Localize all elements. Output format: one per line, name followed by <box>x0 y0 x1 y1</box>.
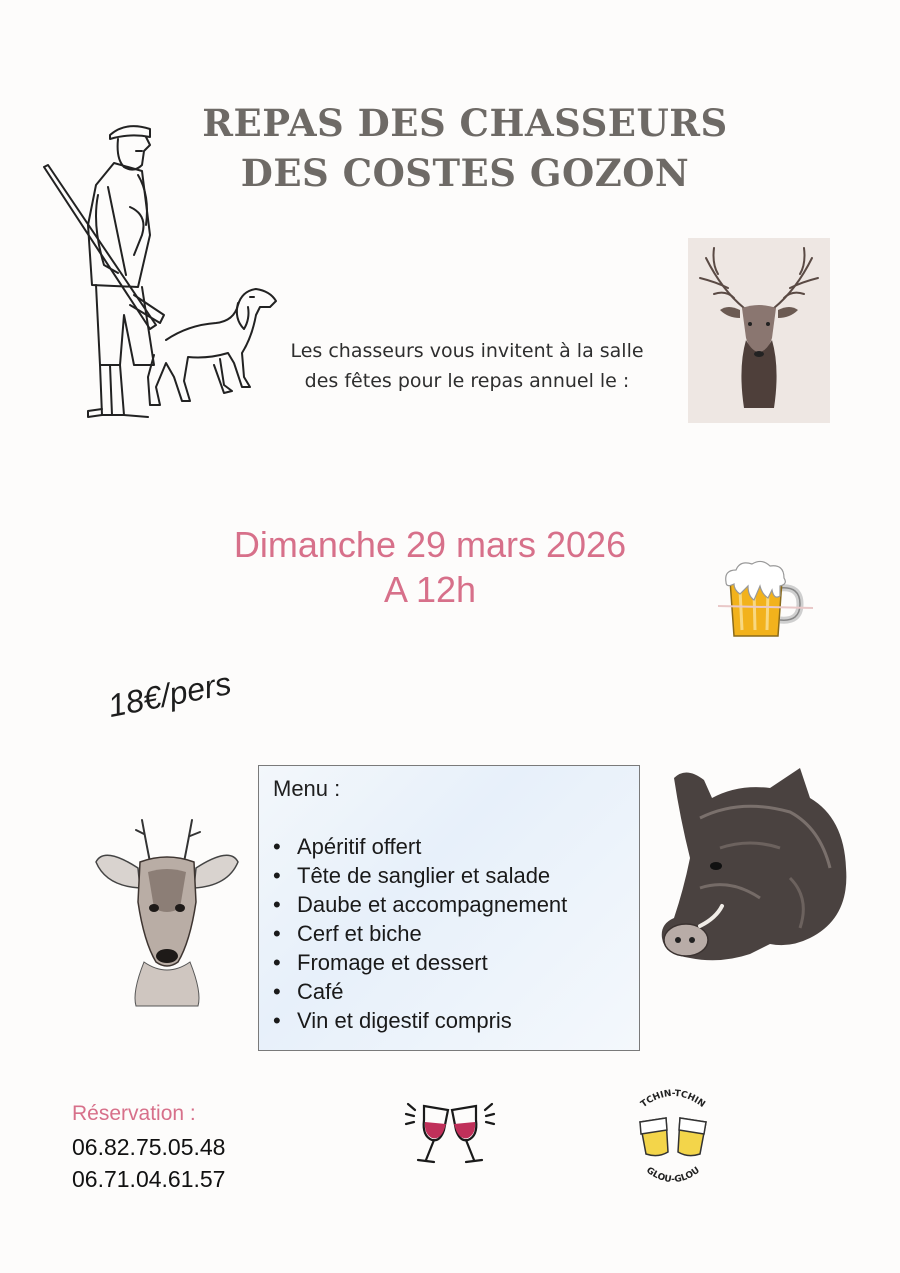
intro-text <box>262 336 672 396</box>
roe-deer-head-illustration <box>92 812 242 1007</box>
reservation-label: Réservation : <box>72 1102 196 1125</box>
cheers-bottom-text: GLOU-GLOU <box>644 1165 702 1186</box>
menu-list <box>273 832 567 1035</box>
menu-item: • Café <box>273 977 567 1006</box>
menu-box <box>258 765 640 1051</box>
price-label: 18€/pers <box>104 664 235 725</box>
event-time: A 12h <box>383 569 477 610</box>
menu-title: Menu : <box>273 776 341 801</box>
cheers-top-text: TCHIN-TCHIN <box>639 1088 707 1110</box>
event-date-block <box>180 522 680 612</box>
title-line-1: REPAS DES CHASSEURS <box>202 101 728 145</box>
hunter-with-dog-illustration <box>38 115 283 425</box>
title-line-2: DES COSTES GOZON <box>240 151 690 195</box>
intro-line-1: Les chasseurs vous invitent à la salle <box>290 340 644 362</box>
intro-line-2: des fêtes pour le repas annuel le : <box>304 370 630 392</box>
cheers-beer-glasses-icon <box>628 1082 718 1194</box>
menu-item: • Tête de sanglier et salade <box>273 861 567 890</box>
menu-item: • Vin et digestif compris <box>273 1006 567 1035</box>
menu-item: • Cerf et biche <box>273 919 567 948</box>
menu-item: • Daube et accompagnement <box>273 890 567 919</box>
wine-glasses-toast-icon <box>402 1100 498 1168</box>
menu-item: • Fromage et dessert <box>273 948 567 977</box>
reservation-phone-2: 06.71.04.61.57 <box>72 1166 226 1192</box>
menu-item: • Apéritif offert <box>273 832 567 861</box>
boar-head-illustration <box>660 758 855 968</box>
stag-head-illustration <box>688 238 830 423</box>
event-date: Dimanche 29 mars 2026 <box>233 524 627 565</box>
beer-mug-icon <box>718 560 813 642</box>
reservation-phone-1: 06.82.75.05.48 <box>72 1134 226 1160</box>
